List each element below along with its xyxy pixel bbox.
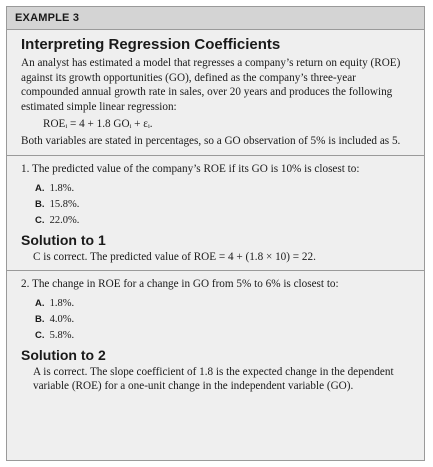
option-letter: B.: [35, 313, 45, 325]
option-letter: C.: [35, 329, 45, 341]
option-value: 22.0%.: [49, 214, 80, 226]
option-c: [35, 213, 424, 229]
example-header: EXAMPLE 3: [7, 7, 424, 30]
solution-title: Solution to 2: [21, 346, 106, 363]
intro-paragraph: An analyst has estimated a model that regresses a company’s return on equity (ROE) against its growth opportunities (GO), defined as the company’s three-year compounded annual growth rate in sales, over 20 years and produces the following estimated simple linear regression:: [21, 57, 401, 113]
question-1: [7, 156, 424, 264]
intro-section: [7, 30, 424, 149]
option-letter: A.: [35, 297, 45, 309]
option-c: [35, 328, 424, 344]
regression-equation: ROEᵢ = 4 + 1.8 GOᵢ + εᵢ.: [43, 118, 153, 131]
example-box: [6, 6, 425, 461]
option-value: 5.8%.: [49, 329, 75, 341]
option-value: 1.8%.: [49, 182, 75, 194]
question-text: 2. The change in ROE for a change in GO from 5% to 6% is closest to:: [21, 278, 339, 291]
option-value: 4.0%.: [49, 313, 75, 325]
example-title: Interpreting Regression Coefficients: [21, 36, 281, 53]
question-text: 1. The predicted value of the company’s ROE if its GO is 10% is closest to:: [21, 162, 360, 175]
solution-text: A is correct. The slope coefficient of 1.8 is the expected change in the dependent variable (ROE) for a one-unit change in the independent variable (GO).: [33, 365, 394, 393]
option-b: [35, 197, 424, 213]
intro-note: Both variables are stated in percentages, so a GO observation of 5% is included as 5.: [21, 135, 401, 148]
answer-options: [35, 181, 424, 229]
option-letter: B.: [35, 198, 45, 210]
option-value: 1.8%.: [49, 297, 75, 309]
option-letter: A.: [35, 182, 45, 194]
option-a: [35, 181, 424, 197]
solution-title: Solution to 1: [21, 231, 106, 248]
option-a: [35, 296, 424, 312]
question-2: [7, 271, 424, 394]
answer-options: [35, 296, 424, 344]
option-b: [35, 312, 424, 328]
option-value: 15.8%.: [49, 198, 80, 210]
solution-text: C is correct. The predicted value of ROE = 4 + (1.8 × 10) = 22.: [33, 250, 316, 263]
option-letter: C.: [35, 214, 45, 226]
